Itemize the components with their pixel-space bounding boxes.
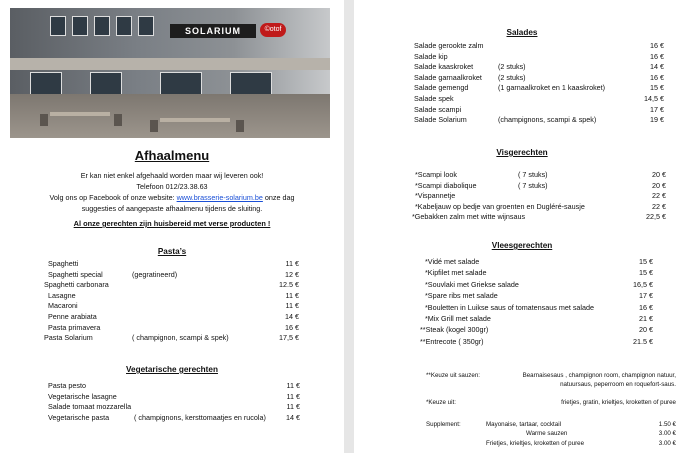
terrace-chair xyxy=(40,114,48,126)
pasta-item-price: 14 € xyxy=(285,312,299,321)
vis-item xyxy=(412,202,666,212)
veg-item-name: Vegetarische lasagne xyxy=(48,391,117,401)
veg-item-price: 11 € xyxy=(286,402,300,412)
window xyxy=(90,72,122,96)
salade-item-name: Salade spek xyxy=(414,94,454,103)
supplement-item xyxy=(486,439,676,449)
vlees-item-name: **Entrecote ( 350gr) xyxy=(420,336,484,346)
vlees-item-price: 20 € xyxy=(639,325,653,335)
salade-item xyxy=(414,94,664,104)
vis-heading: Visgerechten xyxy=(496,148,548,157)
supplement-item-name: Warme sauzen xyxy=(526,430,568,438)
veg-item-price: 11 € xyxy=(286,381,300,390)
veg-item xyxy=(48,413,300,423)
supplement-label: Supplement: xyxy=(426,421,461,428)
salade-item-detail: (champignons, scampi & spek) xyxy=(498,115,597,125)
brand-logo: ©otof xyxy=(260,23,286,37)
side-choice-label: *Keuze uit: xyxy=(426,399,456,406)
salade-item xyxy=(414,115,664,125)
terrace-table xyxy=(160,118,230,122)
supplement-item-name: Frietjes, krieltjes, kroketten of puree xyxy=(486,439,585,447)
delivery-text: Er kan niet enkel afgehaald worden maar wij leveren ook! xyxy=(80,171,264,180)
window xyxy=(72,16,88,36)
vlees-item xyxy=(420,337,653,347)
veg-item xyxy=(48,392,300,402)
pasta-item xyxy=(44,291,299,301)
vis-item-detail: ( 7 stuks) xyxy=(518,170,548,179)
pasta-item-name: Spaghetti special xyxy=(48,269,103,279)
pasta-item-price: 12 € xyxy=(285,269,299,279)
pasta-item-name: Lasagne xyxy=(48,290,76,300)
menu-title: Afhaalmenu xyxy=(134,148,210,163)
salade-item xyxy=(414,52,664,62)
solarium-sign: SOLARIUM xyxy=(170,24,256,38)
salade-item-name: Salade kip xyxy=(414,51,448,61)
vis-item xyxy=(412,170,666,180)
pasta-item-name: Pasta Solarium xyxy=(44,333,93,343)
pasta-item-price: 11 € xyxy=(285,301,299,311)
veg-item xyxy=(48,402,300,412)
vis-item-name: *Scampi look xyxy=(415,170,457,179)
vlees-item-price: 21.5 € xyxy=(633,336,653,346)
salade-item-price: 16 € xyxy=(650,41,664,50)
salade-item-price: 15 € xyxy=(650,83,664,93)
vis-item-price: 20 € xyxy=(652,170,666,179)
salade-item xyxy=(414,105,664,115)
vis-item-detail: ( 7 stuks) xyxy=(518,180,548,190)
side-choice-text: frietjes, gratin, krieltjes, kroketten of puree xyxy=(561,399,676,406)
salade-item-detail: (2 stuks) xyxy=(498,62,526,72)
pasta-item xyxy=(44,323,299,333)
facebook-text xyxy=(0,193,344,204)
pasta-item-price: 12.5 € xyxy=(279,280,299,290)
salade-item xyxy=(414,83,664,93)
pasta-item-price: 16 € xyxy=(285,322,299,332)
vlees-item-name: **Steak (kogel 300gr) xyxy=(420,325,489,335)
veg-item-name: Vegetarische pasta xyxy=(48,412,110,422)
veg-item-price: 11 € xyxy=(286,391,300,401)
vlees-item xyxy=(420,291,653,301)
supplement-item-price: 3.00 € xyxy=(658,439,676,447)
menu-page-right xyxy=(354,0,690,453)
vlees-item-price: 16 € xyxy=(639,302,653,312)
salade-item-name: Salade gerookte zalm xyxy=(414,41,484,50)
salade-item xyxy=(414,41,664,51)
suggestions-text: suggesties of aangepaste afhaalmenu tijdens de sluiting. xyxy=(81,204,263,213)
vlees-item xyxy=(420,314,653,324)
vis-item-name: *Kabeljauw op bedje van groenten en Dugléré-sausje xyxy=(415,201,585,211)
veg-item-detail: ( champignons, kersttomaatjes en rucola) xyxy=(134,412,266,422)
vlees-item-name: *Vidé met salade xyxy=(425,257,480,266)
salade-item-price: 14 € xyxy=(650,62,664,72)
vlees-item-name: *Souvlaki met Griekse salade xyxy=(425,279,519,289)
pasta-item-name: Macaroni xyxy=(48,301,78,311)
salade-item-price: 16 € xyxy=(650,72,664,82)
vlees-item-price: 17 € xyxy=(639,291,653,301)
vis-item xyxy=(412,212,666,222)
window xyxy=(138,16,154,36)
website-link[interactable]: www.brasserie-solarium.be xyxy=(176,193,263,202)
pasta-item xyxy=(44,270,299,280)
vlees-item xyxy=(420,280,653,290)
veg-item-name: Pasta pesto xyxy=(48,381,86,390)
vis-item-name: *Gebakken zalm met witte wijnsaus xyxy=(412,212,526,222)
veg-heading: Vegetarische gerechten xyxy=(126,365,218,374)
terrace-chair xyxy=(150,120,158,132)
pasta-item-price: 11 € xyxy=(285,290,299,300)
terrace xyxy=(10,94,330,138)
veg-item-price: 14 € xyxy=(286,412,300,422)
vlees-item-name: *Bouletten in Luikse saus of tomatensaus met salade xyxy=(425,302,595,312)
veg-item xyxy=(48,381,300,391)
terrace-chair xyxy=(236,120,244,132)
vis-item xyxy=(412,181,666,191)
phone-text: Telefoon 012/23.38.63 xyxy=(136,182,208,191)
pastas-heading: Pasta’s xyxy=(157,247,187,256)
side-choice-row xyxy=(426,398,676,408)
menu-page-left xyxy=(0,0,344,453)
facebook-text-post: onze dag xyxy=(262,193,295,202)
sauce-choice-line2: natuursaus, peperroom en roquefort-saus. xyxy=(560,381,676,388)
sauce-choice-line1: Bearnaisesaus , champignon room, champignon natuur, xyxy=(522,372,676,379)
pasta-item xyxy=(44,312,299,322)
pasta-item-name: Penne arabiata xyxy=(48,312,97,321)
vlees-heading: Vleesgerechten xyxy=(491,241,553,250)
pasta-item-detail: (gegratineerd) xyxy=(132,269,178,279)
vlees-item xyxy=(420,268,653,278)
vis-item-price: 20 € xyxy=(652,180,666,190)
pasta-item-price: 11 € xyxy=(285,259,299,268)
sauce-choice-label: **Keuze uit sauzen: xyxy=(426,372,481,379)
supplement-item-price: 3.00 € xyxy=(658,430,676,438)
salade-item xyxy=(414,73,664,83)
salade-item-name: Salade garnaalkroket xyxy=(414,72,482,82)
pasta-item xyxy=(44,280,299,290)
terrace-chair xyxy=(114,114,122,126)
supplement-item-name: Mayonaise, tartaar, cocktail xyxy=(486,421,561,428)
salade-item-price: 19 € xyxy=(650,115,664,125)
salade-item-name: Salade scampi xyxy=(414,104,462,114)
salade-item-name: Salade Solarium xyxy=(414,115,467,125)
window xyxy=(230,72,272,96)
homemade-note: Al onze gerechten zijn huisbereid met verse producten ! xyxy=(73,219,271,228)
vlees-item xyxy=(420,325,653,335)
vis-item-price: 22 € xyxy=(652,201,666,211)
salades-heading: Salades xyxy=(506,28,538,37)
vlees-item-name: *Spare ribs met salade xyxy=(425,291,498,301)
pasta-item xyxy=(44,333,299,343)
veg-item-name: Salade tomaat mozzarella xyxy=(48,402,132,412)
terrace-table xyxy=(50,112,110,116)
supplement-item-price: 1.50 € xyxy=(658,421,676,428)
vlees-item-price: 16,5 € xyxy=(633,279,653,289)
salade-item-name: Salade gemengd xyxy=(414,83,469,93)
window xyxy=(160,72,202,96)
window xyxy=(30,72,62,96)
vlees-item-price: 21 € xyxy=(639,314,653,323)
sauce-choice-row-2 xyxy=(426,380,676,390)
window xyxy=(116,16,132,36)
vis-item xyxy=(412,191,666,201)
salade-item-name: Salade kaaskroket xyxy=(414,62,474,72)
vlees-item-price: 15 € xyxy=(639,257,653,266)
vlees-item-name: *Kipfilet met salade xyxy=(425,268,487,278)
window xyxy=(94,16,110,36)
pasta-item-name: Spaghetti xyxy=(48,259,79,268)
pasta-item-name: Spaghetti carbonara xyxy=(44,280,109,290)
salade-item-detail: (1 garnaalkroket en 1 kaaskroket) xyxy=(498,83,606,93)
salade-item-price: 17 € xyxy=(650,104,664,114)
vlees-item xyxy=(420,303,653,313)
pasta-item-name: Pasta primavera xyxy=(48,322,101,332)
vis-item-price: 22 € xyxy=(652,191,666,201)
vlees-item-name: *Mix Grill met salade xyxy=(425,314,491,323)
vis-item-name: *Scampi diabolique xyxy=(415,180,477,190)
facebook-text-pre: Volg ons op Facebook of onze website: xyxy=(49,193,177,202)
pasta-item-price: 17,5 € xyxy=(279,333,299,343)
salade-item-price: 16 € xyxy=(650,51,664,61)
supplement-label-row xyxy=(426,420,476,430)
salade-item-detail: (2 stuks) xyxy=(498,72,526,82)
pasta-item xyxy=(44,259,299,269)
pasta-item-detail: ( champignon, scampi & spek) xyxy=(132,333,229,343)
salade-item-price: 14,5 € xyxy=(644,94,664,103)
awning xyxy=(10,58,330,70)
vlees-item-price: 15 € xyxy=(639,268,653,278)
window xyxy=(50,16,66,36)
salade-item xyxy=(414,62,664,72)
vis-item-name: *Vispannetje xyxy=(415,191,456,201)
restaurant-photo xyxy=(10,8,330,138)
vis-item-price: 22,5 € xyxy=(646,212,666,222)
vlees-item xyxy=(420,257,653,267)
pasta-item xyxy=(44,301,299,311)
